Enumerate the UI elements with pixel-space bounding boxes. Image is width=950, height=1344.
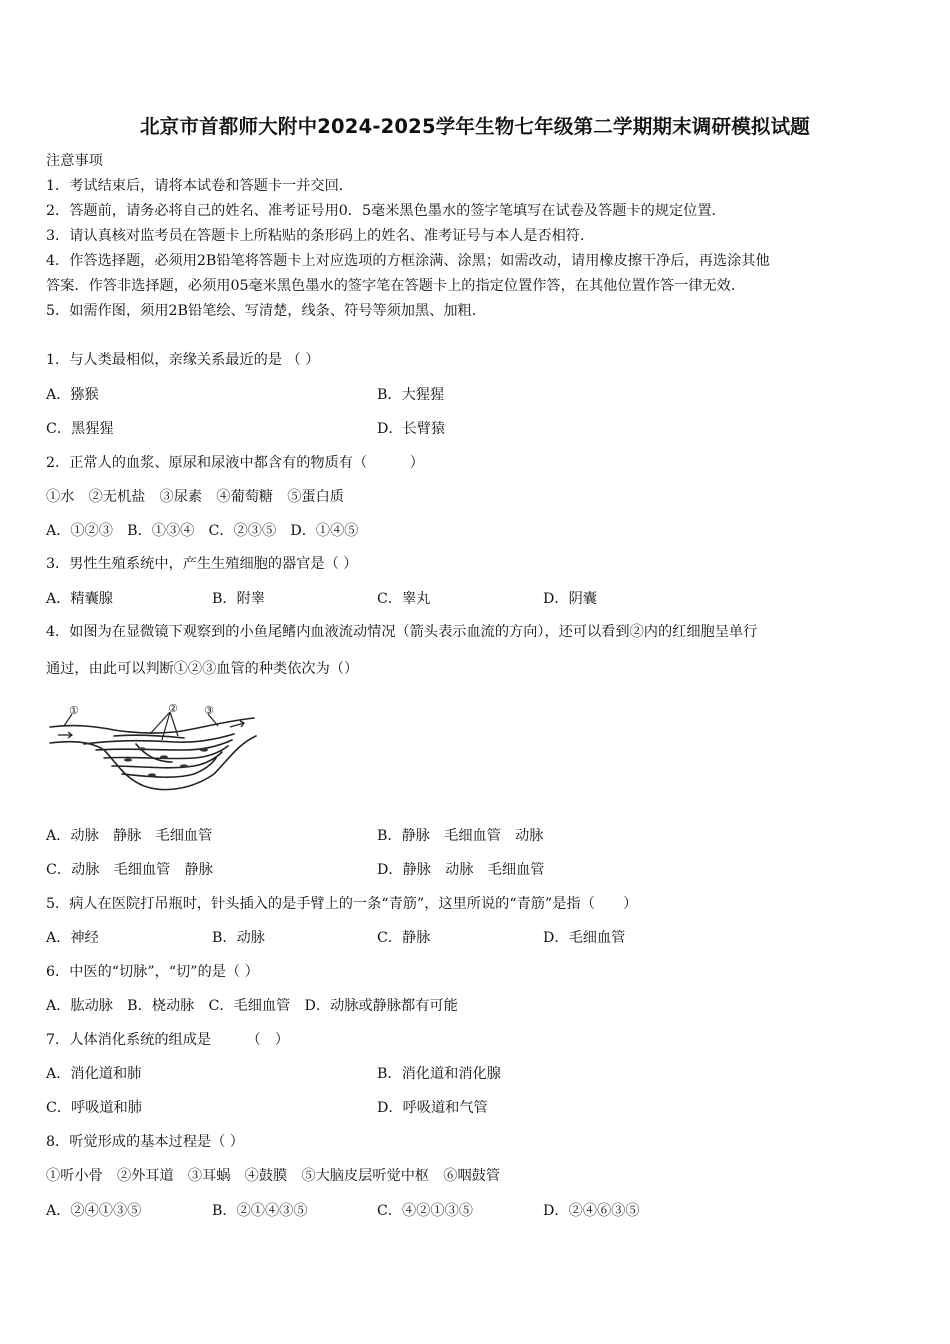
q2-items: ①水 ②无机盐 ③尿素 ④葡萄糖 ⑤蛋白质: [46, 489, 344, 505]
blood-vessel-figure: [44, 700, 264, 810]
q8-items: ①听小骨 ②外耳道 ③耳蜗 ④鼓膜 ⑤大脑皮层听觉中枢 ⑥咽鼓管: [46, 1168, 501, 1184]
figure-label-2: ②: [168, 702, 178, 715]
notice-item: 答案．作答非选择题，必须用05毫米黑色墨水的签字笔在答题卡上的指定位置作答，在其他位置作答一律无效．: [46, 278, 746, 294]
q4-option-b: B．静脉 毛细血管 动脉: [377, 828, 544, 844]
q1-option-c: C．黑猩猩: [46, 421, 114, 437]
page-title: 北京市首都师大附中2024-2025学年生物七年级第二学期期末调研模拟试题: [139, 115, 811, 138]
q5-option-a: A．神经: [46, 930, 99, 946]
question-2-stem: 2．正常人的血浆、原尿和尿液中都含有的物质有（ ）: [46, 455, 424, 471]
notice-item: 4．作答选择题，必须用2B铅笔将答题卡上对应选项的方框涂满、涂黑；如需改动，请用橡皮擦干净后，再选涂其他: [46, 253, 770, 269]
q8-option-a: A．②④①③⑤: [46, 1203, 142, 1219]
question-4-stem: 4．如图为在显微镜下观察到的小鱼尾鳍内血液流动情况（箭头表示血流的方向），还可以看到②内的红细胞呈单行: [46, 624, 758, 640]
question-3-stem: 3．男性生殖系统中，产生生殖细胞的器官是（ ）: [46, 556, 358, 572]
question-8-stem: 8．听觉形成的基本过程是（ ）: [46, 1134, 244, 1150]
question-7-stem: 7．人体消化系统的组成是 （ ）: [46, 1032, 290, 1048]
notice-item: 5．如需作图，须用2B铅笔绘、写清楚，线条、符号等须加黑、加粗．: [46, 303, 486, 319]
question-5-stem: 5．病人在医院打吊瓶时，针头插入的是手臂上的一条“青筋”，这里所说的“青筋”是指（ ）: [46, 896, 638, 912]
q8-option-d: D．②④⑥③⑤: [543, 1203, 640, 1219]
q7-option-d: D．呼吸道和气管: [377, 1100, 488, 1116]
q2-options: A．①②③ B．①③④ C．②③⑤ D．①④⑤: [46, 523, 359, 539]
question-1-stem: 1．与人类最相似，亲缘关系最近的是 （ ）: [46, 352, 320, 368]
q4-option-c: C．动脉 毛细血管 静脉: [46, 862, 213, 878]
q5-option-d: D．毛细血管: [543, 930, 626, 946]
question-4-stem-cont: 通过，由此可以判断①②③血管的种类依次为（）: [46, 661, 359, 677]
q7-option-b: B．消化道和消化腺: [377, 1066, 501, 1082]
q1-option-d: D．长臂猿: [377, 421, 446, 437]
q3-option-b: B．附睾: [212, 591, 265, 607]
q8-option-b: B．②①④③⑤: [212, 1203, 308, 1219]
figure-label-3: ③: [204, 704, 214, 717]
question-6-stem: 6．中医的“切脉”，“切”的是（ ）: [46, 964, 259, 980]
q7-option-c: C．呼吸道和肺: [46, 1100, 142, 1116]
q5-option-c: C．静脉: [377, 930, 431, 946]
notice-item: 1．考试结束后，请将本试卷和答题卡一并交回．: [46, 178, 353, 194]
q3-option-d: D．阴囊: [543, 591, 597, 607]
q5-option-b: B．动脉: [212, 930, 265, 946]
q1-option-a: A．猕猴: [46, 387, 99, 403]
notice-item: 2．答题前，请务必将自己的姓名、准考证号用0．5毫米黑色墨水的签字笔填写在试卷及答题卡的规定位置．: [46, 203, 726, 219]
q3-option-a: A．精囊腺: [46, 591, 113, 607]
q8-option-c: C．④②①③⑤: [377, 1203, 473, 1219]
q6-options: A．肱动脉 B．桡动脉 C．毛细血管 D．动脉或静脉都有可能: [46, 998, 458, 1014]
q7-option-a: A．消化道和肺: [46, 1066, 142, 1082]
q1-option-b: B．大猩猩: [377, 387, 445, 403]
figure-label-1: ①: [69, 704, 79, 717]
q4-option-d: D．静脉 动脉 毛细血管: [377, 862, 545, 878]
notice-heading: 注意事项: [46, 153, 103, 169]
notice-item: 3．请认真核对监考员在答题卡上所粘贴的条形码上的姓名、准考证号与本人是否相符．: [46, 228, 595, 244]
q3-option-c: C．睾丸: [377, 591, 431, 607]
q4-option-a: A．动脉 静脉 毛细血管: [46, 828, 213, 844]
